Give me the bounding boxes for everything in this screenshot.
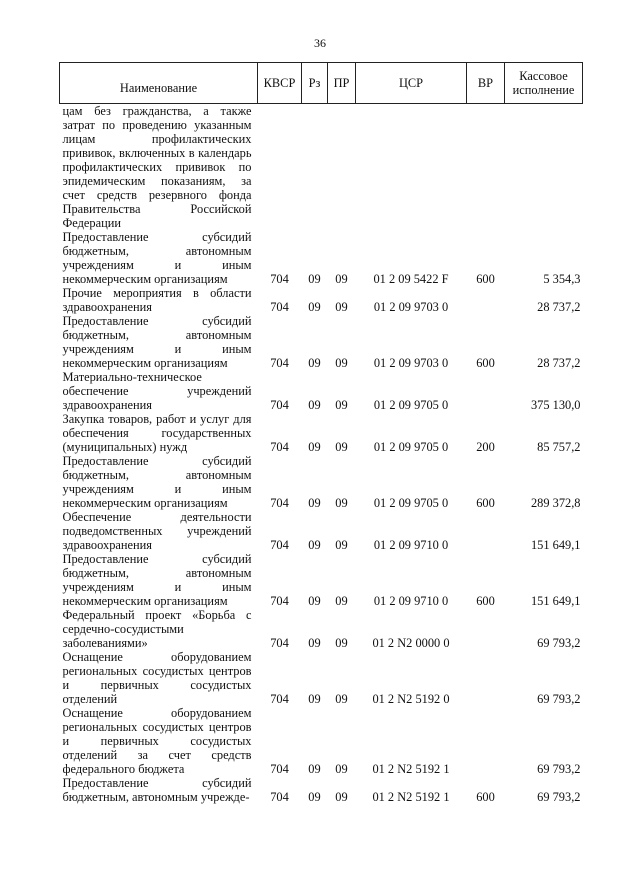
row-csr: 01 2 09 9710 0 <box>373 594 449 608</box>
row-vr: 600 <box>476 272 495 286</box>
row-vr: 600 <box>476 790 495 804</box>
row-csr <box>356 104 467 231</box>
row-pr: 09 <box>335 272 348 286</box>
table-row <box>60 706 583 776</box>
row-kvsr: 704 <box>270 692 289 706</box>
row-csr: 01 2 09 9703 0 <box>373 300 449 314</box>
row-amount: 69 793,2 <box>537 636 581 650</box>
row-amount: 151 649,1 <box>530 594 581 608</box>
row-rz: 09 <box>308 300 321 314</box>
row-name: Оснащение оборудованием региональных сосудистых центров и первичных сосудистых отделений за счет средств федерального бюджета <box>62 706 252 776</box>
header-pr: ПР <box>328 63 356 104</box>
row-name: Оснащение оборудованием региональных сосудистых центров и первичных сосудистых отделений <box>62 650 252 706</box>
header-name: Наименование <box>60 63 258 104</box>
row-kvsr: 704 <box>270 496 289 510</box>
row-rz: 09 <box>308 272 321 286</box>
table-row <box>60 552 583 608</box>
row-name: цам без гражданства, а также затрат по проведению указанным лицам профилактических прививок, включенных в календарь профилактических прививок по эпидемическим показаниям, за счет средств резервного фонда Правительства Российской Федерации <box>62 104 252 230</box>
row-name: Предоставление субсидий бюджетным, автономным учреждениям и иным некоммерческим организациям <box>62 230 252 286</box>
row-vr: 600 <box>476 594 495 608</box>
row-kvsr: 704 <box>270 356 289 370</box>
row-rz: 09 <box>308 538 321 552</box>
row-pr: 09 <box>335 538 348 552</box>
row-rz: 09 <box>308 762 321 776</box>
table-row <box>60 776 583 804</box>
row-pr: 09 <box>335 762 348 776</box>
row-csr: 01 2 N2 5192 1 <box>372 790 450 804</box>
row-pr: 09 <box>335 300 348 314</box>
row-rz: 09 <box>308 356 321 370</box>
table-row <box>60 608 583 650</box>
row-rz: 09 <box>308 496 321 510</box>
header-csr: ЦСР <box>356 63 467 104</box>
table-row <box>60 510 583 552</box>
row-pr: 09 <box>335 440 348 454</box>
row-kvsr: 704 <box>270 538 289 552</box>
row-pr: 09 <box>335 496 348 510</box>
row-name: Федеральный проект «Борьба с сердечно-сосудистыми заболеваниями» <box>62 608 252 650</box>
budget-table <box>59 62 583 804</box>
row-kvsr: 704 <box>270 398 289 412</box>
table-row <box>60 104 583 231</box>
row-vr: 200 <box>476 440 495 454</box>
row-name: Предоставление субсидий бюджетным, автономным учреждениям и иным некоммерческим организациям <box>62 552 252 608</box>
row-name: Материально-техническое обеспечение учреждений здравоохранения <box>62 370 252 412</box>
table-row <box>60 370 583 412</box>
row-amount: 85 757,2 <box>537 440 581 454</box>
row-kvsr: 704 <box>270 300 289 314</box>
row-name: Обеспечение деятельности подведомственных учреждений здравоохранения <box>62 510 252 552</box>
header-rz: Рз <box>302 63 328 104</box>
row-pr <box>328 104 356 231</box>
page-number: 36 <box>314 36 326 50</box>
row-vr <box>467 706 505 776</box>
row-csr: 01 2 09 5422 F <box>373 272 449 286</box>
row-vr <box>467 104 505 231</box>
row-rz: 09 <box>308 692 321 706</box>
row-amount: 28 737,2 <box>537 300 581 314</box>
row-rz: 09 <box>308 440 321 454</box>
row-rz: 09 <box>308 594 321 608</box>
row-csr: 01 2 N2 5192 1 <box>372 762 450 776</box>
row-amount: 69 793,2 <box>537 762 581 776</box>
row-pr: 09 <box>335 594 348 608</box>
table-header <box>60 63 583 104</box>
row-csr: 01 2 09 9705 0 <box>373 440 449 454</box>
row-amount: 375 130,0 <box>530 398 581 412</box>
row-name: Предоставление субсидий бюджетным, автономным учреждениям и иным некоммерческим организациям <box>62 314 252 370</box>
row-csr: 01 2 N2 5192 0 <box>372 692 450 706</box>
row-vr <box>467 608 505 650</box>
row-pr: 09 <box>335 692 348 706</box>
row-vr: 600 <box>476 496 495 510</box>
header-kvsr: КВСР <box>258 63 302 104</box>
row-kvsr: 704 <box>270 594 289 608</box>
row-name: Предоставление субсидий бюджетным, автономным учреждениям и иным некоммерческим организациям <box>62 454 252 510</box>
row-vr: 600 <box>476 356 495 370</box>
row-amount <box>505 104 583 231</box>
table-row <box>60 412 583 454</box>
row-pr: 09 <box>335 398 348 412</box>
table-row <box>60 314 583 370</box>
table-row <box>60 286 583 314</box>
table-row <box>60 454 583 510</box>
row-kvsr: 704 <box>270 440 289 454</box>
row-name: Предоставление субсидий бюджетным, автономным учрежде- <box>62 776 252 804</box>
row-csr: 01 2 09 9705 0 <box>373 398 449 412</box>
header-amount <box>505 63 583 104</box>
row-rz <box>302 104 328 231</box>
row-amount: 289 372,8 <box>530 496 581 510</box>
row-csr: 01 2 N2 0000 0 <box>372 636 450 650</box>
row-amount: 69 793,2 <box>537 692 581 706</box>
row-rz: 09 <box>308 790 321 804</box>
row-vr <box>467 650 505 706</box>
row-csr: 01 2 09 9703 0 <box>373 356 449 370</box>
row-rz: 09 <box>308 636 321 650</box>
row-kvsr: 704 <box>270 636 289 650</box>
header-vr: ВР <box>467 63 505 104</box>
table-row <box>60 230 583 286</box>
row-amount: 151 649,1 <box>530 538 581 552</box>
row-amount: 5 354,3 <box>543 272 581 286</box>
row-vr <box>467 510 505 552</box>
row-amount: 69 793,2 <box>537 790 581 804</box>
row-kvsr <box>258 104 302 231</box>
row-kvsr: 704 <box>270 790 289 804</box>
row-pr: 09 <box>335 636 348 650</box>
row-csr: 01 2 09 9710 0 <box>373 538 449 552</box>
header-amount-line2: исполнение <box>512 83 575 97</box>
row-name: Прочие мероприятия в области здравоохранения <box>62 286 252 314</box>
row-rz: 09 <box>308 398 321 412</box>
row-vr <box>467 370 505 412</box>
row-kvsr: 704 <box>270 762 289 776</box>
table-row <box>60 650 583 706</box>
table-body <box>60 104 583 805</box>
row-csr: 01 2 09 9705 0 <box>373 496 449 510</box>
row-amount: 28 737,2 <box>537 356 581 370</box>
row-pr: 09 <box>335 356 348 370</box>
header-amount-line1: Кассовое <box>519 69 568 83</box>
row-name: Закупка товаров, работ и услуг для обеспечения государственных (муниципальных) нужд <box>62 412 252 454</box>
row-pr: 09 <box>335 790 348 804</box>
row-kvsr: 704 <box>270 272 289 286</box>
row-vr <box>467 286 505 314</box>
